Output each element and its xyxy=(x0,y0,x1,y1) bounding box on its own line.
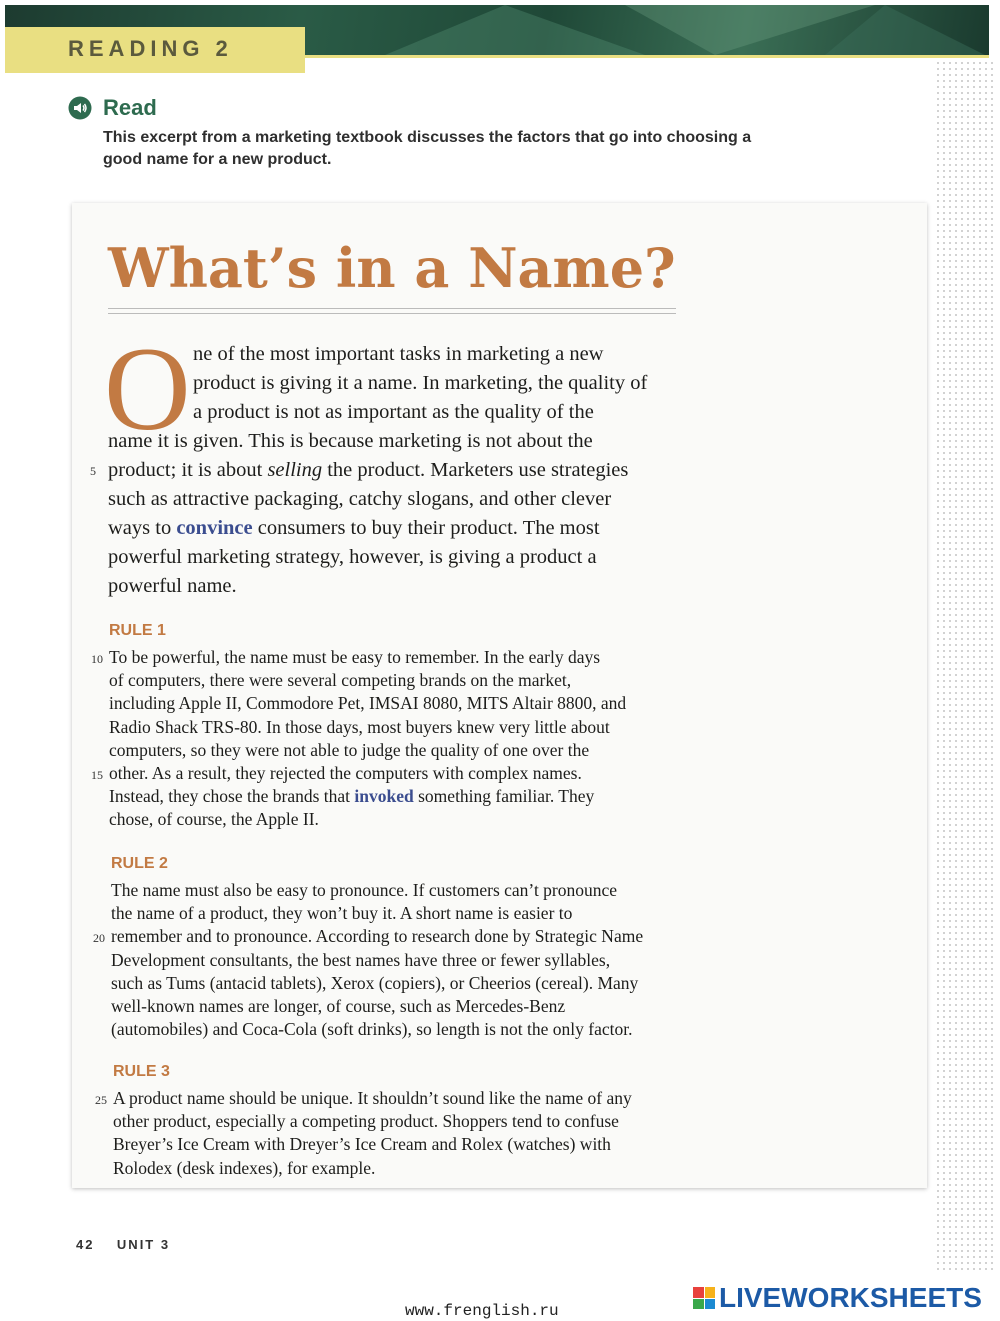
line-text: other product, especially a competing product. Shoppers tend to confuse xyxy=(113,1111,619,1132)
text-line xyxy=(109,808,319,831)
line-text: Development consultants, the best names have three or fewer syllables, xyxy=(111,949,611,970)
text-line xyxy=(109,762,582,785)
read-description: This excerpt from a marketing textbook discusses the factors that go into choosing a good name for a new product. xyxy=(103,129,752,168)
text-line xyxy=(111,995,565,1018)
line-number: 20 xyxy=(93,931,105,946)
text-line xyxy=(193,398,594,427)
text-line xyxy=(109,716,610,739)
text-line xyxy=(111,925,643,948)
text-line xyxy=(108,514,600,543)
line-text: other. As a result, they rejected the computers with complex names. xyxy=(109,763,582,783)
line-text: a product is not as important as the quality of the xyxy=(193,401,594,423)
line-text: powerful name. xyxy=(108,575,237,597)
text-line xyxy=(109,739,589,762)
page-footer xyxy=(76,1237,170,1252)
header-accent-line xyxy=(305,55,989,58)
read-heading: Read xyxy=(103,95,157,120)
text-line xyxy=(109,669,571,692)
text-line xyxy=(113,1157,375,1180)
line-number: 15 xyxy=(91,768,103,782)
section-label: READING 2 xyxy=(68,36,233,61)
text-line xyxy=(108,456,628,485)
line-number: 5 xyxy=(90,464,96,478)
line-text: ways to xyxy=(108,517,177,539)
text-line xyxy=(108,572,237,601)
emphasized-word: selling xyxy=(267,459,323,481)
text-line xyxy=(113,1087,632,1110)
article-title: What’s in a Name? xyxy=(108,236,676,300)
logo-text: LIVEWORKSHEETS xyxy=(719,1282,982,1313)
rule-heading: RULE 2 xyxy=(111,855,168,872)
text-line xyxy=(108,485,611,514)
vocabulary-word[interactable]: invoked xyxy=(354,786,414,807)
line-text: computers, so they were not able to judge the quality of one over the xyxy=(109,739,590,760)
line-text: consumers to buy their product. The most xyxy=(252,517,600,539)
line-text: remember and to pronounce. According to research done by Strategic Name xyxy=(111,926,644,947)
line-text: name it is given. This is because marketing is not about the xyxy=(108,430,593,452)
text-line xyxy=(111,879,617,902)
line-text: Radio Shack TRS-80. In those days, most buyers knew very little about xyxy=(109,716,610,737)
line-text: the name of a product, they won’t buy it. A short name is easier to xyxy=(111,903,573,924)
text-line xyxy=(193,369,647,398)
rule-heading: RULE 3 xyxy=(113,1063,170,1080)
text-line xyxy=(109,646,600,669)
title-divider xyxy=(108,308,676,314)
line-number: 10 xyxy=(91,652,103,666)
line-text: the product. Marketers use strategies xyxy=(322,459,629,481)
audio-speaker-icon[interactable] xyxy=(68,96,92,120)
liveworksheets-logo[interactable] xyxy=(693,1282,982,1314)
line-text: ne of the most important tasks in marketing a new xyxy=(193,343,604,365)
page-number: 42 xyxy=(76,1237,95,1252)
line-text: well-known names are longer, of course, such as Mercedes-Benz xyxy=(111,996,566,1016)
line-text: such as attractive packaging, catchy slogans, and other clever xyxy=(108,488,612,510)
text-line xyxy=(113,1133,611,1156)
liveworksheets-logo-icon xyxy=(693,1287,715,1309)
rule-heading: RULE 1 xyxy=(109,622,166,639)
text-line xyxy=(108,427,593,456)
drop-cap: O xyxy=(104,322,191,455)
site-watermark: www.frenglish.ru xyxy=(405,1302,559,1320)
line-text: powerful marketing strategy, however, is giving a product a xyxy=(108,546,597,568)
line-text: Breyer’s Ice Cream with Dreyer’s Ice Cream and Rolex (watches) with xyxy=(113,1134,611,1155)
line-text: including Apple II, Commodore Pet, IMSAI 8080, MITS Altair 8800, and xyxy=(109,693,627,714)
text-line xyxy=(109,692,626,715)
text-line xyxy=(111,972,638,995)
text-line xyxy=(193,340,603,369)
line-text: Rolodex (desk indexes), for example. xyxy=(113,1157,376,1178)
vocabulary-word[interactable]: convince xyxy=(176,517,253,539)
text-line xyxy=(108,543,597,572)
line-text: Instead, they chose the brands that xyxy=(109,786,355,807)
line-text: The name must also be easy to pronounce. If customers can’t pronounce xyxy=(111,880,618,900)
line-number: 25 xyxy=(95,1093,107,1107)
line-text: chose, of course, the Apple II. xyxy=(109,809,319,830)
line-text: A product name should be unique. It shouldn’t sound like the name of any xyxy=(113,1088,632,1108)
line-text: product; it is about xyxy=(108,459,268,481)
line-text: To be powerful, the name must be easy to remember. In the early days xyxy=(109,647,601,667)
unit-label: UNIT 3 xyxy=(116,1237,171,1252)
line-text: (automobiles) and Coca-Cola (soft drinks), so length is not the only factor. xyxy=(111,1019,633,1040)
line-text: such as Tums (antacid tablets), Xerox (copiers), or Cheerios (cereal). Many xyxy=(111,972,639,993)
line-text: something familiar. They xyxy=(413,786,595,807)
text-line xyxy=(111,949,610,972)
text-line xyxy=(111,1018,633,1041)
line-text: product is giving it a name. In marketing, the quality of xyxy=(193,372,648,394)
line-text: of computers, there were several competing brands on the market, xyxy=(109,670,572,691)
text-line xyxy=(109,785,594,808)
text-line xyxy=(111,902,572,925)
text-line xyxy=(113,1110,619,1133)
dotted-margin xyxy=(935,60,993,1270)
